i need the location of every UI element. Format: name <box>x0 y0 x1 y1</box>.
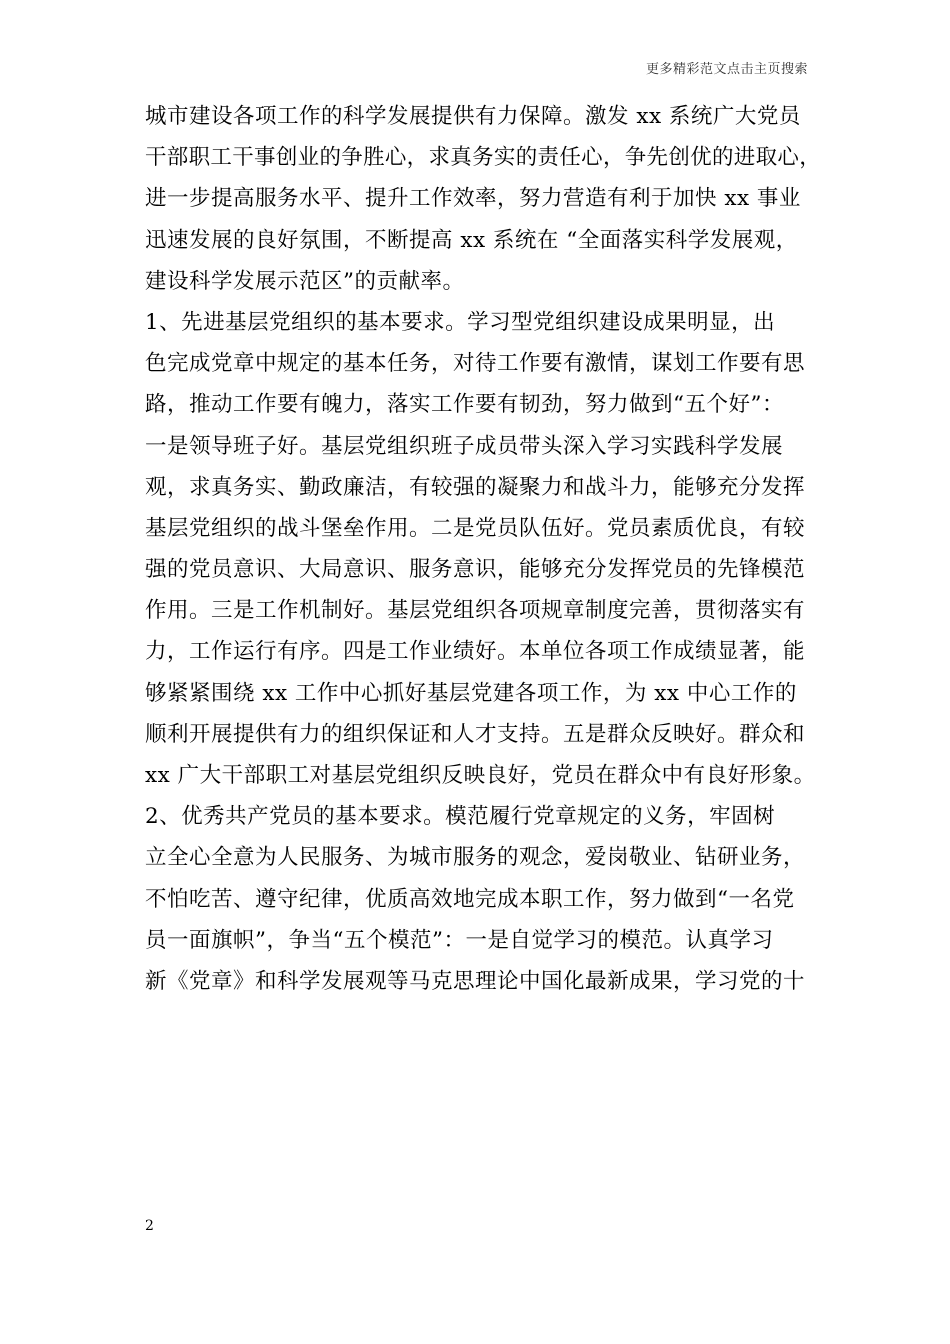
text-line: 2、优秀共产党员的基本要求。模范履行党章规定的义务，牢固树 <box>145 804 776 830</box>
text-line: 不怕吃苦、遵守纪律，优质高效地完成本职工作，努力做到“一名党 <box>145 886 795 912</box>
text-line: 1、先进基层党组织的基本要求。学习型党组织建设成果明显，出 <box>145 309 776 335</box>
text-line: 力，工作运行有序。四是工作业绩好。本单位各项工作成绩显著，能 <box>145 639 806 665</box>
text-line: 路，推动工作要有魄力，落实工作要有韧劲，努力做到“五个好”： <box>145 392 784 418</box>
text-line: 基层党组织的战斗堡垒作用。二是党员队伍好。党员素质优良，有较 <box>145 515 806 541</box>
text-line: 干部职工干事创业的争胜心，求真务实的责任心，争先创优的进取心， <box>145 145 822 171</box>
text-line: 观，求真务实、勤政廉洁，有较强的凝聚力和战斗力，能够充分发挥 <box>145 474 806 500</box>
text-line: 作用。三是工作机制好。基层党组织各项规章制度完善，贯彻落实有 <box>145 598 806 624</box>
text-line: 迅速发展的良好氛围，不断提高 xx 系统在 “全面落实科学发展观， <box>145 227 798 253</box>
text-line: 立全心全意为人民服务、为城市服务的观念，爱岗敬业、钻研业务， <box>145 845 806 871</box>
header-note: 更多精彩范文点击主页搜索 <box>645 62 808 77</box>
text-line: 一是领导班子好。基层党组织班子成员带头深入学习实践科学发展 <box>145 433 784 459</box>
text-line: 城市建设各项工作的科学发展提供有力保障。激发 xx 系统广大党员 <box>145 104 801 129</box>
text-line: 顺利开展提供有力的组织保证和人才支持。五是群众反映好。群众和 <box>145 721 806 747</box>
text-line: 够紧紧围绕 xx 工作中心抓好基层党建各项工作，为 xx 中心工作的 <box>145 680 797 706</box>
text-line: xx 广大干部职工对基层党组织反映良好，党员在群众中有良好形象。 <box>145 763 816 788</box>
document-body <box>145 96 822 1002</box>
text-line: 进一步提高服务水平、提升工作效率，努力营造有利于加快 xx 事业 <box>145 186 801 212</box>
text-line: 色完成党章中规定的基本任务，对待工作要有激情，谋划工作要有思 <box>145 351 806 377</box>
text-line: 员一面旗帜”，争当“五个模范”：一是自觉学习的模范。认真学习 <box>145 927 774 953</box>
text-line: 建设科学发展示范区”的贡献率。 <box>145 268 465 294</box>
text-line: 新《党章》和科学发展观等马克思理论中国化最新成果，学习党的十 <box>145 968 806 994</box>
page-number: 2 <box>145 1218 154 1234</box>
text-line: 强的党员意识、大局意识、服务意识，能够充分发挥党员的先锋模范 <box>145 557 806 583</box>
